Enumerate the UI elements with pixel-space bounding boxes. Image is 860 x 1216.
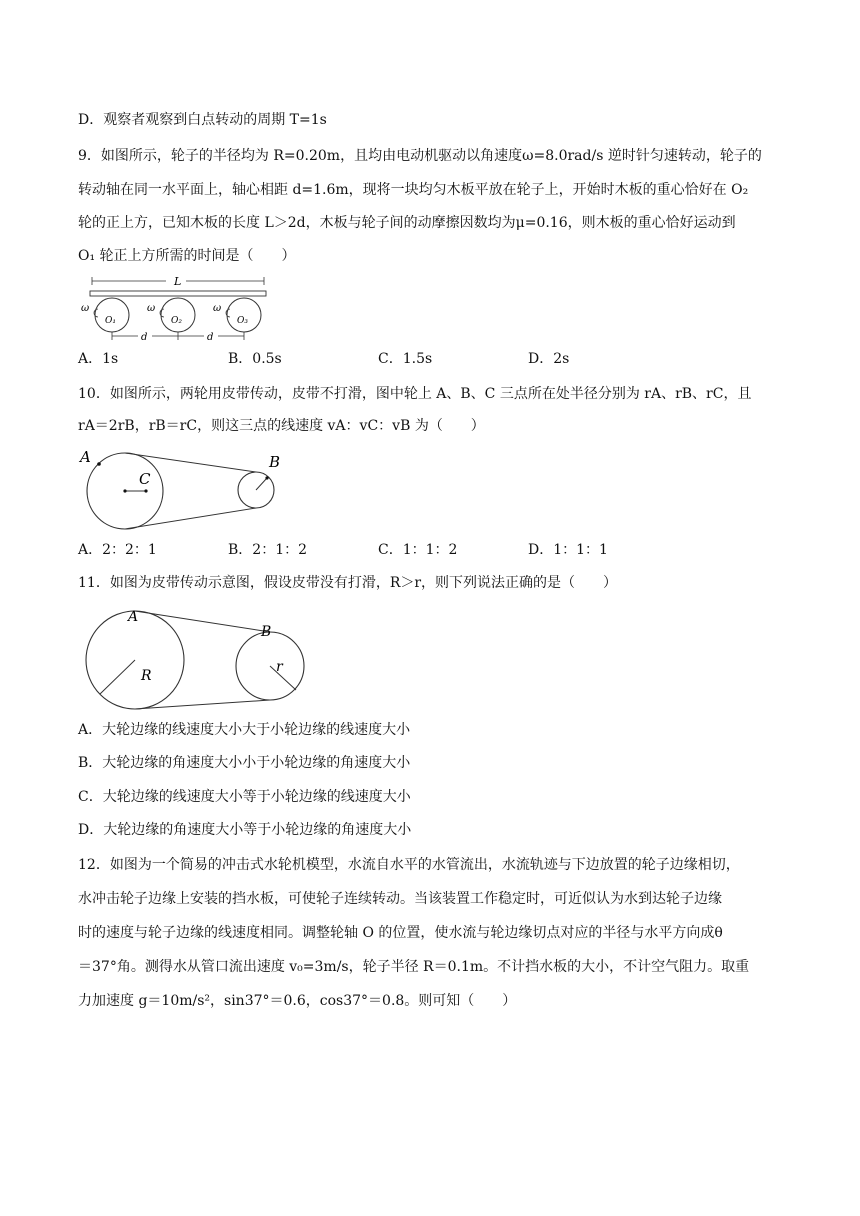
q10-label-A: A: [80, 448, 91, 466]
svg-text:O₃: O₃: [237, 316, 248, 326]
q11-option-a[interactable]: A．大轮边缘的线速度大小大于小轮边缘的线速度大小: [78, 722, 411, 738]
q9-text-line-4: O₁ 轮正上方所需的时间是（ ）: [78, 248, 296, 264]
q10-option-c[interactable]: C．1：1：2: [378, 542, 458, 558]
svg-text:d: d: [141, 332, 148, 343]
q12-text-line-5: 力加速度 g＝10m/s²，sin37°＝0.6，cos37°＝0.8。则可知（ ）: [78, 993, 517, 1009]
q10-option-d[interactable]: D．1：1：1: [528, 542, 608, 558]
q10-option-a[interactable]: A．2：2：1: [78, 542, 157, 558]
q9-label-L: L: [174, 275, 182, 288]
q11-text-line: 11．如图为皮带传动示意图，假设皮带没有打滑，R＞r，则下列说法正确的是（ ）: [78, 575, 618, 591]
q12-text-line-3: 时的速度与轮子边缘的线速度相同。调整轮轴 O 的位置，使水流与轮边缘切点对应的半径与水平方向成θ: [78, 925, 723, 941]
q9-option-c[interactable]: C．1.5s: [378, 351, 433, 367]
q11-label-A: A: [128, 609, 139, 625]
q10-text-line-2: rA＝2rB，rB＝rC，则这三点的线速度 vA：vC：vB 为（ ）: [78, 418, 485, 434]
q11-option-d[interactable]: D．大轮边缘的角速度大小等于小轮边缘的角速度大小: [78, 822, 412, 838]
q10-belt-bottom: [125, 508, 256, 529]
q11-option-c[interactable]: C．大轮边缘的线速度大小等于小轮边缘的线速度大小: [78, 789, 411, 805]
q8-option-d: D．观察者观察到白点转动的周期 T=1s: [78, 112, 327, 128]
q9-option-d[interactable]: D．2s: [528, 351, 570, 367]
q10-belt-drive-figure: [78, 446, 288, 536]
q12-text-line-4: ＝37°角。测得水从管口流出速度 v₀=3m/s，轮子半径 R＝0.1m。不计挡水板的大小，不计空气阻力。取重: [78, 959, 750, 975]
svg-text:ω: ω: [213, 303, 222, 314]
q9-board: [90, 291, 266, 296]
q11-label-R: R: [141, 668, 152, 684]
q9-wheel-o2: [161, 298, 195, 332]
q10-label-C: C: [139, 470, 151, 488]
q9-options: [78, 349, 798, 369]
svg-text:d: d: [207, 332, 214, 343]
q9-wheel-board-figure: [78, 272, 278, 344]
svg-text:ω: ω: [147, 303, 156, 314]
q9-text-line-2: 转动轴在同一水平面上，轴心相距 d=1.6m，现将一块均匀木板平放在轮子上，开始时木板的重心恰好在 O₂: [78, 182, 749, 198]
q9-wheel-o1: [95, 298, 129, 332]
q10-label-B: B: [269, 453, 281, 471]
svg-text:O₁: O₁: [105, 316, 116, 326]
svg-text:ω: ω: [81, 303, 90, 314]
q10-option-b[interactable]: B．2：1：2: [228, 542, 308, 558]
q10-options: [78, 540, 798, 560]
q9-option-b[interactable]: B．0.5s: [228, 351, 282, 367]
svg-text:O₂: O₂: [171, 316, 182, 326]
q9-text-line-1: 9．如图所示，轮子的半径均为 R=0.20m，且均由电动机驱动以角速度ω=8.0rad/s 逆时针匀速转动，轮子的: [78, 148, 762, 164]
q10-text-line-1: 10．如图所示，两轮用皮带传动，皮带不打滑，图中轮上 A、B、C 三点所在处半径分别为 rA、rB、rC，且: [78, 386, 752, 402]
q11-belt-top: [135, 611, 270, 632]
q9-option-a[interactable]: A．1s: [78, 351, 119, 367]
q11-label-B: B: [261, 624, 272, 640]
q11-option-b[interactable]: B．大轮边缘的角速度大小小于小轮边缘的角速度大小: [78, 755, 411, 771]
q12-text-line-2: 水冲击轮子边缘上安装的挡水板，可使轮子连续转动。当该装置工作稳定时，可近似认为水到达轮子边缘: [78, 891, 722, 907]
q9-text-line-3: 轮的正上方，已知木板的长度 L＞2d，木板与轮子间的动摩擦因数均为μ=0.16，则木板的重心恰好运动到: [78, 215, 736, 231]
q12-text-line-1: 12．如图为一个简易的冲击式水轮机模型，水流自水平的水管流出，水流轨迹与下边放置的轮子边缘相切，: [78, 857, 740, 873]
q9-wheel-o3: [227, 298, 261, 332]
q11-label-r: r: [276, 659, 283, 675]
q11-belt-drive-figure: [78, 608, 313, 714]
